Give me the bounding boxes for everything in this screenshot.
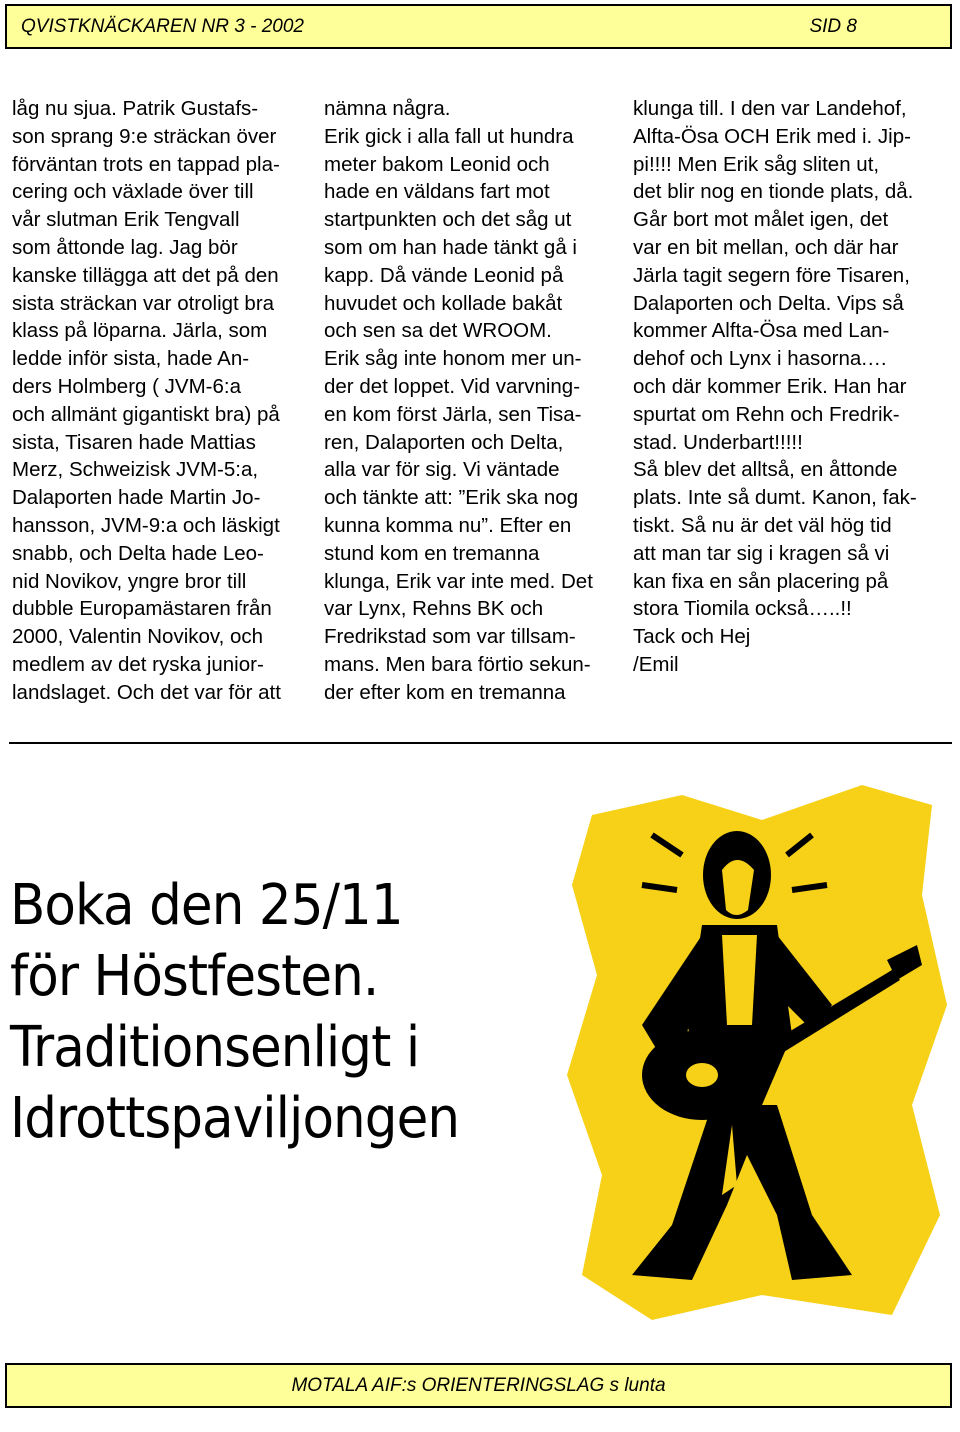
article-column-1: låg nu sjua. Patrik Gustafs- son sprang 9:e sträckan över förväntan trots en tappad pla- cering och växlade över till vår slutman Erik Tengvall som åttonde lag. Jag bör kanske tillägga att det på den sista sträckan var otroligt bra klass på löparna. Järla, som ledde inför sista, hade An- ders Holmberg ( JVM-6:a och allmänt gigantiskt bra) på sista, Tisaren hade Mattias Merz, Schweizisk JVM-5:a, Dalaporten hade Martin Jo- hansson, JVM-9:a och läskigt snabb, och Delta hade Leo- nid Novikov, yngre bror till dubble Europamästaren från 2000, Valentin Novikov, och medlem av det ryska junior- landslaget. Och det var för att	[12, 97, 281, 704]
party-announcement: Boka den 25/11 för Höstfesten. Traditionsenligt i Idrottspaviljongen	[10, 873, 460, 1151]
footer-bar	[5, 1363, 952, 1408]
guitar-player-illustration	[562, 775, 950, 1320]
header-bar	[5, 4, 952, 49]
article-column-3: klunga till. I den var Landehof, Alfta-Ösa OCH Erik med i. Jip- pi!!!! Men Erik såg sliten ut, det blir nog en tionde plats, då. Går bort mot målet igen, det var en bit mellan, och där har Järla tagit segern före Tisaren, Dalaporten och Delta. Vips så kommer Alfta-Ösa med Lan- dehof och Lynx i hasorna.… och där kommer Erik. Han har spurtat om Rehn och Fredrik- stad. Underbart!!!!! Så blev det alltså, en åttonde plats. Inte så dumt. Kanon, fak- tiskt. Så nu är det väl hög tid att man tar sig i kragen så vi kan fixa en sån placering på stora Tiomila också…..!! Tack och Hej /Emil	[633, 97, 917, 676]
section-divider	[9, 742, 952, 744]
footer-text: MOTALA AIF:s ORIENTERINGSLAG s lunta	[291, 1375, 666, 1396]
article-column-2: nämna några. Erik gick i alla fall ut hundra meter bakom Leonid och hade en väldans fart mot startpunkten och det såg ut som om han hade tänkt gå i kapp. Då vände Leonid på huvudet och kollade bakåt och sen sa det WROOM. Erik såg inte honom mer un- der det loppet. Vid varvning- en kom först Järla, sen Tisa- ren, Dalaporten och Delta, alla var för sig. Vi väntade och tänkte att: ”Erik ska nog kunna komma nu”. Efter en stund kom en tremanna klunga, Erik var inte med. Det var Lynx, Rehns BK och Fredrikstad som var tillsam- mans. Men bara förtio sekun- der efter kom en tremanna	[324, 97, 593, 704]
page-number: SID 8	[809, 16, 857, 37]
newsletter-title: QVISTKNÄCKAREN NR 3 - 2002	[21, 16, 304, 37]
